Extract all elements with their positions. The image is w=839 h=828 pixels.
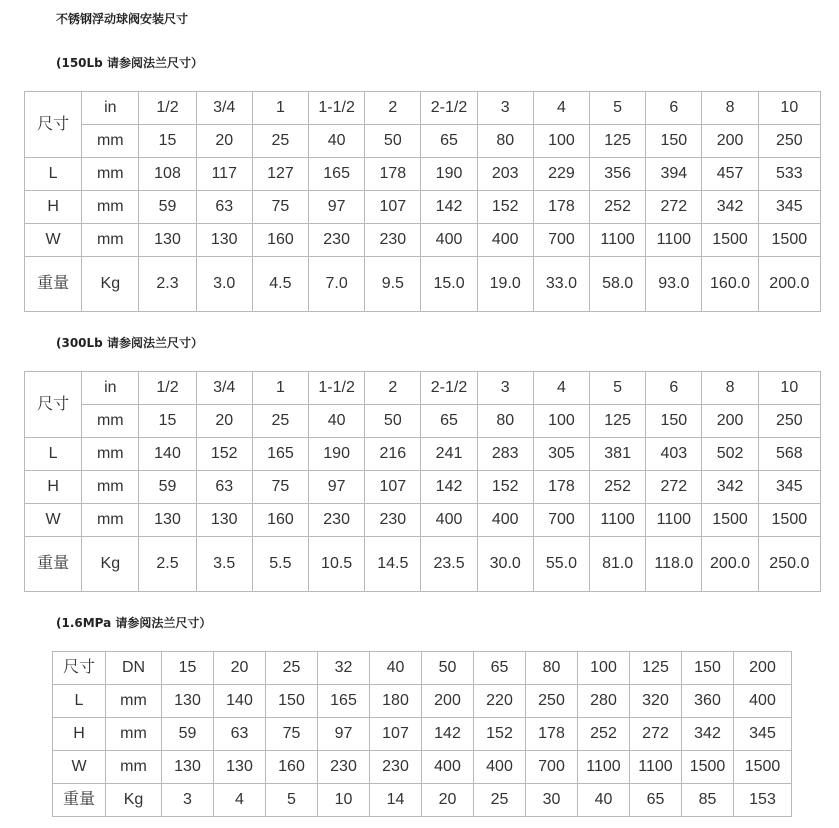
size-mm-cell: 65 (421, 405, 477, 438)
size-dn-cell: 200 (734, 652, 792, 685)
size-mm-cell: 150 (646, 405, 702, 438)
value-cell: 130 (162, 685, 214, 718)
value-cell: 59 (139, 471, 196, 504)
size-in-cell: 3 (477, 372, 533, 405)
row-label: L (53, 685, 106, 718)
value-cell: 1100 (646, 224, 702, 257)
size-mm-cell: 80 (477, 125, 533, 158)
size-mm-cell: 250 (758, 125, 820, 158)
row-label: H (53, 718, 106, 751)
value-cell: 252 (590, 191, 646, 224)
table-row (25, 438, 821, 471)
size-mm-cell: 50 (365, 125, 421, 158)
value-cell: 272 (646, 191, 702, 224)
value-cell: 400 (734, 685, 792, 718)
value-cell: 58.0 (590, 257, 646, 312)
value-cell: 20 (422, 784, 474, 817)
value-cell: 345 (758, 471, 820, 504)
size-dn-cell: 20 (214, 652, 266, 685)
value-cell: 216 (365, 438, 421, 471)
size-mm-cell: 20 (196, 125, 252, 158)
value-cell: 230 (318, 751, 370, 784)
value-cell: 250 (526, 685, 578, 718)
value-cell: 400 (422, 751, 474, 784)
size-dn-cell: 50 (422, 652, 474, 685)
value-cell: 252 (578, 718, 630, 751)
value-cell: 75 (252, 191, 308, 224)
table-row (25, 504, 821, 537)
value-cell: 142 (422, 718, 474, 751)
value-cell: 272 (630, 718, 682, 751)
unit-in-label: in (82, 372, 139, 405)
value-cell: 152 (474, 718, 526, 751)
value-cell: 127 (252, 158, 308, 191)
row-label: L (25, 438, 82, 471)
value-cell: 283 (477, 438, 533, 471)
value-cell: 230 (309, 224, 365, 257)
value-cell: 25 (474, 784, 526, 817)
table-row (25, 257, 821, 312)
value-cell: 160 (266, 751, 318, 784)
size-in-cell: 2 (365, 92, 421, 125)
value-cell: 10.5 (309, 537, 365, 592)
table-row (25, 405, 821, 438)
table-row (53, 652, 792, 685)
size-mm-cell: 100 (533, 405, 589, 438)
value-cell: 356 (590, 158, 646, 191)
row-label: 重量 (25, 537, 82, 592)
size-mm-cell: 20 (196, 405, 252, 438)
row-label: H (25, 191, 82, 224)
value-cell: 400 (421, 224, 477, 257)
value-cell: 4.5 (252, 257, 308, 312)
unit-dn-label: DN (106, 652, 162, 685)
value-cell: 220 (474, 685, 526, 718)
row-unit: mm (106, 685, 162, 718)
value-cell: 342 (682, 718, 734, 751)
size-dn-cell: 125 (630, 652, 682, 685)
value-cell: 97 (309, 471, 365, 504)
value-cell: 200.0 (702, 537, 758, 592)
value-cell: 140 (214, 685, 266, 718)
value-cell: 142 (421, 191, 477, 224)
size-dn-cell: 100 (578, 652, 630, 685)
row-label: 重量 (53, 784, 106, 817)
value-cell: 107 (370, 718, 422, 751)
size-mm-cell: 25 (252, 405, 308, 438)
dimension-header: 尺寸 (25, 92, 82, 158)
value-cell: 65 (630, 784, 682, 817)
row-label: L (25, 158, 82, 191)
size-mm-cell: 150 (646, 125, 702, 158)
size-dn-cell: 15 (162, 652, 214, 685)
section-label-1-6mpa: (1.6MPa 请参阅法兰尺寸） (56, 616, 212, 630)
value-cell: 107 (365, 471, 421, 504)
size-mm-cell: 15 (139, 125, 196, 158)
value-cell: 152 (196, 438, 252, 471)
size-mm-cell: 200 (702, 125, 758, 158)
value-cell: 241 (421, 438, 477, 471)
value-cell: 400 (421, 504, 477, 537)
value-cell: 230 (365, 224, 421, 257)
size-mm-cell: 25 (252, 125, 308, 158)
size-in-cell: 2-1/2 (421, 372, 477, 405)
value-cell: 190 (309, 438, 365, 471)
value-cell: 700 (533, 504, 589, 537)
size-in-cell: 1/2 (139, 92, 196, 125)
table-row (25, 471, 821, 504)
value-cell: 178 (526, 718, 578, 751)
size-in-cell: 1-1/2 (309, 372, 365, 405)
value-cell: 700 (533, 224, 589, 257)
value-cell: 502 (702, 438, 758, 471)
value-cell: 568 (758, 438, 820, 471)
value-cell: 394 (646, 158, 702, 191)
dimension-table-1-6mpa (52, 651, 792, 817)
value-cell: 1500 (758, 224, 820, 257)
table-row (25, 224, 821, 257)
table-row (25, 372, 821, 405)
value-cell: 1500 (734, 751, 792, 784)
size-in-cell: 1 (252, 92, 308, 125)
size-dn-cell: 65 (474, 652, 526, 685)
size-mm-cell: 250 (758, 405, 820, 438)
value-cell: 130 (196, 504, 252, 537)
size-in-cell: 2 (365, 372, 421, 405)
value-cell: 93.0 (646, 257, 702, 312)
size-dn-cell: 32 (318, 652, 370, 685)
value-cell: 97 (318, 718, 370, 751)
row-unit: mm (82, 224, 139, 257)
value-cell: 400 (477, 504, 533, 537)
value-cell: 342 (702, 471, 758, 504)
row-unit: Kg (106, 784, 162, 817)
value-cell: 200 (422, 685, 474, 718)
dimension-table-300lb (24, 371, 821, 592)
row-label: W (25, 224, 82, 257)
value-cell: 3.5 (196, 537, 252, 592)
value-cell: 152 (477, 191, 533, 224)
table-row (25, 537, 821, 592)
value-cell: 118.0 (646, 537, 702, 592)
table-row (53, 751, 792, 784)
size-in-cell: 3/4 (196, 372, 252, 405)
value-cell: 1100 (578, 751, 630, 784)
value-cell: 30 (526, 784, 578, 817)
size-in-cell: 6 (646, 372, 702, 405)
value-cell: 342 (702, 191, 758, 224)
size-dn-cell: 25 (266, 652, 318, 685)
size-in-cell: 1/2 (139, 372, 196, 405)
value-cell: 305 (533, 438, 589, 471)
value-cell: 700 (526, 751, 578, 784)
value-cell: 10 (318, 784, 370, 817)
value-cell: 81.0 (590, 537, 646, 592)
unit-mm-label: mm (82, 125, 139, 158)
value-cell: 229 (533, 158, 589, 191)
value-cell: 4 (214, 784, 266, 817)
value-cell: 33.0 (533, 257, 589, 312)
table-row (25, 158, 821, 191)
table-row (53, 685, 792, 718)
size-in-cell: 4 (533, 372, 589, 405)
value-cell: 30.0 (477, 537, 533, 592)
value-cell: 200.0 (758, 257, 820, 312)
size-in-cell: 5 (590, 92, 646, 125)
value-cell: 160 (252, 504, 308, 537)
value-cell: 533 (758, 158, 820, 191)
row-unit: mm (82, 471, 139, 504)
row-unit: mm (82, 158, 139, 191)
size-mm-cell: 15 (139, 405, 196, 438)
size-dn-cell: 40 (370, 652, 422, 685)
value-cell: 320 (630, 685, 682, 718)
size-in-cell: 1-1/2 (309, 92, 365, 125)
size-in-cell: 8 (702, 372, 758, 405)
value-cell: 19.0 (477, 257, 533, 312)
page-title: 不锈钢浮动球阀安装尺寸 (56, 12, 189, 26)
size-mm-cell: 65 (421, 125, 477, 158)
row-label: 重量 (25, 257, 82, 312)
row-unit: mm (106, 751, 162, 784)
value-cell: 160.0 (702, 257, 758, 312)
value-cell: 75 (266, 718, 318, 751)
size-dn-cell: 150 (682, 652, 734, 685)
value-cell: 457 (702, 158, 758, 191)
table-row (25, 191, 821, 224)
value-cell: 63 (196, 191, 252, 224)
value-cell: 160 (252, 224, 308, 257)
size-mm-cell: 200 (702, 405, 758, 438)
size-dn-cell: 80 (526, 652, 578, 685)
value-cell: 1500 (702, 224, 758, 257)
size-in-cell: 3/4 (196, 92, 252, 125)
value-cell: 63 (214, 718, 266, 751)
value-cell: 152 (477, 471, 533, 504)
value-cell: 15.0 (421, 257, 477, 312)
value-cell: 130 (214, 751, 266, 784)
value-cell: 75 (252, 471, 308, 504)
size-in-cell: 4 (533, 92, 589, 125)
row-label: W (25, 504, 82, 537)
dimension-table-150lb (24, 91, 821, 312)
value-cell: 1100 (590, 504, 646, 537)
value-cell: 130 (139, 224, 196, 257)
table-row (25, 92, 821, 125)
row-unit: Kg (82, 257, 139, 312)
value-cell: 403 (646, 438, 702, 471)
size-in-cell: 5 (590, 372, 646, 405)
table-row (25, 125, 821, 158)
value-cell: 107 (365, 191, 421, 224)
value-cell: 1500 (758, 504, 820, 537)
value-cell: 153 (734, 784, 792, 817)
value-cell: 23.5 (421, 537, 477, 592)
size-mm-cell: 80 (477, 405, 533, 438)
value-cell: 2.3 (139, 257, 196, 312)
value-cell: 5 (266, 784, 318, 817)
size-mm-cell: 100 (533, 125, 589, 158)
value-cell: 230 (365, 504, 421, 537)
dimension-header: 尺寸 (25, 372, 82, 438)
value-cell: 190 (421, 158, 477, 191)
value-cell: 130 (196, 224, 252, 257)
size-mm-cell: 50 (365, 405, 421, 438)
unit-in-label: in (82, 92, 139, 125)
value-cell: 400 (477, 224, 533, 257)
value-cell: 40 (578, 784, 630, 817)
value-cell: 381 (590, 438, 646, 471)
value-cell: 150 (266, 685, 318, 718)
value-cell: 178 (365, 158, 421, 191)
row-label: H (25, 471, 82, 504)
value-cell: 130 (162, 751, 214, 784)
value-cell: 360 (682, 685, 734, 718)
row-unit: mm (82, 504, 139, 537)
value-cell: 142 (421, 471, 477, 504)
value-cell: 280 (578, 685, 630, 718)
value-cell: 165 (252, 438, 308, 471)
value-cell: 1500 (682, 751, 734, 784)
unit-mm-label: mm (82, 405, 139, 438)
size-mm-cell: 40 (309, 405, 365, 438)
size-mm-cell: 40 (309, 125, 365, 158)
value-cell: 5.5 (252, 537, 308, 592)
value-cell: 117 (196, 158, 252, 191)
value-cell: 1100 (590, 224, 646, 257)
value-cell: 252 (590, 471, 646, 504)
size-in-cell: 3 (477, 92, 533, 125)
value-cell: 63 (196, 471, 252, 504)
row-unit: mm (106, 718, 162, 751)
value-cell: 400 (474, 751, 526, 784)
value-cell: 140 (139, 438, 196, 471)
value-cell: 1500 (702, 504, 758, 537)
size-in-cell: 1 (252, 372, 308, 405)
value-cell: 7.0 (309, 257, 365, 312)
row-unit: Kg (82, 537, 139, 592)
value-cell: 3 (162, 784, 214, 817)
value-cell: 55.0 (533, 537, 589, 592)
value-cell: 97 (309, 191, 365, 224)
value-cell: 85 (682, 784, 734, 817)
value-cell: 203 (477, 158, 533, 191)
size-mm-cell: 125 (590, 405, 646, 438)
value-cell: 14.5 (365, 537, 421, 592)
table-row (53, 784, 792, 817)
value-cell: 2.5 (139, 537, 196, 592)
value-cell: 9.5 (365, 257, 421, 312)
dimension-header: 尺寸 (53, 652, 106, 685)
value-cell: 250.0 (758, 537, 820, 592)
value-cell: 130 (139, 504, 196, 537)
value-cell: 165 (309, 158, 365, 191)
value-cell: 1100 (630, 751, 682, 784)
section-label-300lb: (300Lb 请参阅法兰尺寸） (56, 336, 203, 350)
row-label: W (53, 751, 106, 784)
size-in-cell: 2-1/2 (421, 92, 477, 125)
row-unit: mm (82, 438, 139, 471)
value-cell: 230 (309, 504, 365, 537)
size-in-cell: 10 (758, 92, 820, 125)
value-cell: 178 (533, 191, 589, 224)
size-in-cell: 8 (702, 92, 758, 125)
value-cell: 59 (139, 191, 196, 224)
value-cell: 272 (646, 471, 702, 504)
section-label-150lb: (150Lb 请参阅法兰尺寸） (56, 56, 203, 70)
value-cell: 108 (139, 158, 196, 191)
value-cell: 3.0 (196, 257, 252, 312)
value-cell: 345 (758, 191, 820, 224)
value-cell: 165 (318, 685, 370, 718)
size-mm-cell: 125 (590, 125, 646, 158)
row-unit: mm (82, 191, 139, 224)
value-cell: 1100 (646, 504, 702, 537)
table-row (53, 718, 792, 751)
value-cell: 230 (370, 751, 422, 784)
value-cell: 14 (370, 784, 422, 817)
value-cell: 180 (370, 685, 422, 718)
value-cell: 59 (162, 718, 214, 751)
value-cell: 178 (533, 471, 589, 504)
size-in-cell: 10 (758, 372, 820, 405)
value-cell: 345 (734, 718, 792, 751)
size-in-cell: 6 (646, 92, 702, 125)
